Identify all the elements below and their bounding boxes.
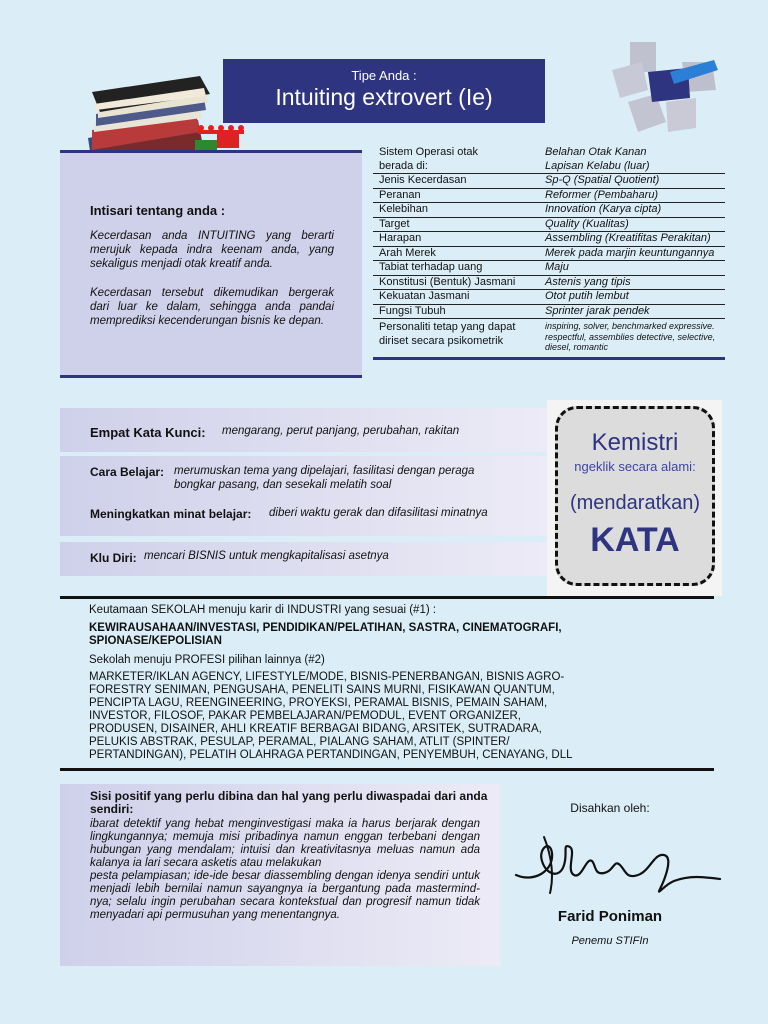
trait-label: Tabiat terhadap uang — [373, 261, 539, 276]
motivation-label: Meningkatkan minat belajar: — [90, 507, 252, 521]
table-row — [373, 217, 725, 232]
trait-value: Sp-Q (Spatial Quotient) — [539, 174, 725, 189]
table-row — [373, 319, 725, 359]
intisari-paragraph: Kecerdasan anda INTUITING yang berarti merujuk kepada indra keenam anda, yang sekaligus menjadi otak kreatif anda. — [90, 230, 334, 270]
sisi-panel — [60, 784, 501, 966]
self-key-value: mencari BISNIS untuk mengkapitalisasi asetnya — [144, 550, 389, 562]
signature — [514, 835, 724, 900]
kemistri-word: KATA — [590, 521, 680, 559]
careers-secondary-intro: Sekolah menuju PROFESI pilihan lainnya (#2) — [89, 654, 325, 666]
trait-value: Lapisan Kelabu (luar) — [539, 160, 725, 174]
traits-table — [373, 146, 725, 360]
intisari-panel — [60, 150, 362, 378]
trait-value: Belahan Otak Kanan — [545, 146, 647, 158]
trait-label: berada di: — [373, 160, 539, 174]
careers-primary: KEWIRAUSAHAAN/INVESTASI, PENDIDIKAN/PELATIHAN, SASTRA, CINEMATOGRAFI, SPIONASE/KEPOLISIAN — [89, 622, 562, 647]
table-row — [373, 290, 725, 305]
trait-label: Harapan — [373, 232, 539, 247]
trait-value: Astenis yang tipis — [539, 275, 725, 290]
trait-value: Reformer (Pembaharu) — [539, 188, 725, 203]
careers-intro: Keutamaan SEKOLAH menuju karir di INDUSTRI yang sesuai (#1) : — [89, 604, 437, 616]
trait-value: Merek pada marjin keuntungannya — [539, 246, 725, 261]
trait-value: inspiring, solver, benchmarked expressive. respectful, assemblies detective, selective, diesel, romantic — [539, 319, 725, 359]
signer-role: Penemu STIFIn — [571, 935, 649, 947]
divider — [60, 768, 714, 771]
stifin-logo — [612, 42, 724, 142]
trait-label: Konstitusi (Bentuk) Jasmani — [373, 275, 539, 290]
table-row — [373, 160, 725, 174]
type-subtitle: Tipe Anda : — [351, 68, 417, 83]
trait-label: Sistem Operasi otak — [379, 146, 479, 158]
intisari-paragraph: Kecerdasan tersebut dikemudikan bergerak dari luar ke dalam, sehingga anda pandai memprediksi kecenderungan bisnis ke depan. — [90, 287, 334, 327]
divider — [60, 596, 714, 599]
trait-label: Kekuatan Jasmani — [373, 290, 539, 305]
self-key-label: Klu Diri: — [90, 551, 137, 565]
sisi-body — [90, 818, 480, 922]
learning-value: bongkar pasang, dan sesekali melatih soal — [174, 479, 392, 491]
trait-label: Jenis Kecerdasan — [373, 174, 539, 189]
keywords-value: mengarang, perut panjang, perubahan, rakitan — [222, 425, 460, 437]
self-key-box — [60, 542, 547, 576]
trait-value: Innovation (Karya cipta) — [539, 203, 725, 218]
trait-value: Quality (Kualitas) — [539, 217, 725, 232]
careers-secondary: MARKETER/IKLAN AGENCY, LIFESTYLE/MODE, BISNIS-PENERBANGAN, BISNIS AGRO-FORESTRY SENIMAN, PENGUSAHA, PENELITI SAINS MURNI, FISIKAWAN QUANTUM, PENCIPTA LAGU, REENGINEERING, PROYEKSI, PERAMAL BISNIS, PEMAIN SAHAM, INVESTOR, FILOSOF, PAKAR PEMBELAJARAN/PEMODUL, EVENT ORGANIZER, PRODUSEN, DISAINER, AHLI KREATIF BERBAGAI BIDANG, ARSITEK, SUTRADARA, PELUKIS ABSTRAK, PESULAP, PERAMAL, PIALANG SAHAM, ATLIT (SPINTER/ PERTANDINGAN), PELATIH OLAHRAGA PERTANDINGAN, PENYEMBUH, CENAYANG, DLL — [89, 671, 573, 761]
table-row — [373, 232, 725, 247]
kemistri-paren: (mendaratkan) — [569, 492, 701, 514]
keywords-box — [60, 408, 547, 452]
motivation-value: diberi waktu gerak dan difasilitasi minatnya — [269, 507, 488, 519]
sisi-positive: ibarat detektif yang hebat menginvestigasi maka ia harus berjarak dengan lingkungannya; memuja misi pribadinya namun enggan terbebani dengan hubungan yang mendalam; intuisi dan kreativitasnya meluas namun ada kalanya ia lari secara asketis atau melakukan — [90, 818, 480, 869]
kemistri-frame — [555, 406, 715, 586]
sisi-negative: pesta pelampiasan; ide-ide besar diassembling dengan idenya sendiri untuk menjadi lebih bernilai namun sayangnya ia bergantung pada mastermind-nya; selalu ingin perubahan secara kontekstual dan progresif namun tidak menyadari api permusuhan yang menentangnya. — [90, 870, 480, 921]
trait-label: Kelebihan — [373, 203, 539, 218]
table-row — [373, 275, 725, 290]
trait-label: Personaliti tetap yang dapat diriset secara psikometrik — [373, 319, 539, 359]
kemistri-subtitle: ngeklik secara alami: — [574, 459, 696, 474]
table-row — [373, 188, 725, 203]
trait-label: Peranan — [373, 188, 539, 203]
kemistri-title: Kemistri — [591, 429, 679, 456]
table-row — [373, 304, 725, 319]
type-title-banner — [223, 59, 545, 123]
trait-value: Sprinter jarak pendek — [539, 304, 725, 319]
learning-box — [60, 456, 547, 536]
trait-value: Otot putih lembut — [539, 290, 725, 305]
learning-value: merumuskan tema yang dipelajari, fasilitasi dengan peraga — [174, 465, 475, 477]
table-row — [373, 246, 725, 261]
trait-label: Target — [373, 217, 539, 232]
trait-value: Maju — [539, 261, 725, 276]
table-row — [373, 261, 725, 276]
trait-label: Arah Merek — [373, 246, 539, 261]
learning-label: Cara Belajar: — [90, 465, 165, 479]
type-title: Intuiting extrovert (Ie) — [275, 84, 493, 110]
table-row — [373, 174, 725, 189]
careers-section — [89, 604, 589, 762]
kemistri-card — [547, 400, 722, 596]
keywords-label: Empat Kata Kunci: — [90, 425, 206, 440]
table-row — [373, 203, 725, 218]
trait-value: Assembling (Kreatifitas Perakitan) — [539, 232, 725, 247]
table-row — [373, 146, 725, 160]
approval-label: Disahkan oleh: — [570, 801, 650, 815]
trait-label: Fungsi Tubuh — [373, 304, 539, 319]
sisi-heading: Sisi positif yang perlu dibina dan hal yang perlu diwaspadai dari anda sendiri: — [90, 789, 488, 816]
signer-name: Farid Poniman — [557, 908, 663, 925]
intisari-heading: Intisari tentang anda : — [90, 203, 226, 218]
